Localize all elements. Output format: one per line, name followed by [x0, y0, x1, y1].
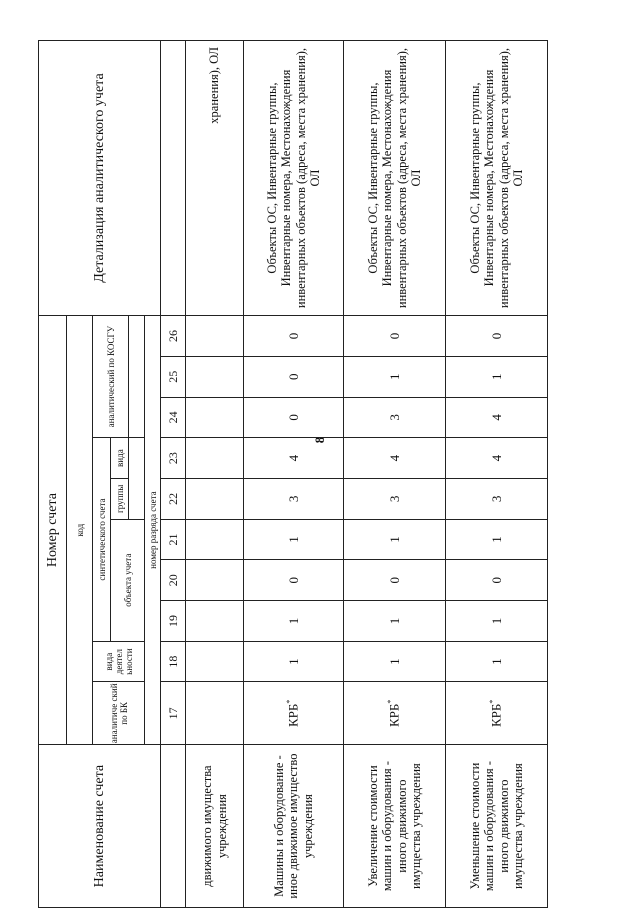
analytic-detail: Объекты ОС, Инвентарные группы, Инвентарные номера, Местонахождения инвентарных объектов (адреса, места хранения), ОЛ — [446, 41, 548, 316]
analytic-bk-code: КРБ* — [446, 682, 548, 745]
analytic-detail: Объекты ОС, Инвентарные группы, Инвентарные номера, Местонахождения инвентарных объектов (адреса, места хранения), ОЛ — [244, 41, 344, 316]
analytic-detail: хранения), ОЛ — [186, 41, 244, 316]
account-name: движимого имущества учреждения — [186, 745, 244, 908]
digit-cell: 26 — [161, 316, 186, 357]
object-digit: 0 — [446, 560, 548, 601]
header-analytic-kosgu: аналитический по КОСГУ — [93, 316, 129, 438]
kosgu-digit: 0 — [446, 316, 548, 357]
header-accounting-object: объекта учета — [111, 519, 145, 641]
digit-cell: 25 — [161, 356, 186, 397]
header-digit-number: номер разряда счета — [145, 316, 161, 745]
page-number: 8 — [312, 436, 327, 444]
header-analytic-bk: аналитиче ский по БК — [93, 682, 145, 745]
object-digit: 1 — [344, 519, 446, 560]
digit-cell: 17 — [161, 682, 186, 745]
object-digit: 0 — [244, 560, 344, 601]
kosgu-digit: 0 — [244, 316, 344, 357]
analytic-detail: Объекты ОС, Инвентарные группы, Инвентарные номера, Местонахождения инвентарных объектов (адреса, места хранения), ОЛ — [344, 41, 446, 316]
object-digit: 1 — [244, 601, 344, 642]
object-digit: 1 — [446, 601, 548, 642]
header-analytic-detail: Детализация аналитического учета — [39, 41, 161, 316]
kosgu-digit: 0 — [344, 316, 446, 357]
account-name: Уменьшение стоимости машин и оборудования - иного движимого имущества учреждения — [446, 745, 548, 908]
group-digit: 3 — [344, 478, 446, 519]
digit-cell: 18 — [161, 641, 186, 682]
digit-cell: 19 — [161, 601, 186, 642]
group-digit: 3 — [446, 478, 548, 519]
object-digit: 1 — [244, 519, 344, 560]
digit-cell: 22 — [161, 478, 186, 519]
activity-code: 1 — [344, 641, 446, 682]
header-activity-kind: вида деятел ьности — [93, 641, 145, 682]
digit-cell: 20 — [161, 560, 186, 601]
object-digit: 1 — [446, 519, 548, 560]
object-digit: 1 — [344, 601, 446, 642]
kosgu-digit: 1 — [446, 356, 548, 397]
kosgu-digit: 0 — [244, 356, 344, 397]
table-row-continuation — [186, 41, 244, 908]
kosgu-digit: 4 — [446, 397, 548, 438]
header-group: группы — [111, 478, 129, 519]
kosgu-digit: 1 — [344, 356, 446, 397]
account-name: Машины и оборудование - иное движимое имущество учреждения — [244, 745, 344, 908]
kind-digit: 4 — [446, 438, 548, 479]
kind-digit: 4 — [244, 438, 344, 479]
activity-code: 1 — [244, 641, 344, 682]
analytic-bk-code: КРБ* — [344, 682, 446, 745]
header-account-name: Наименование счета — [39, 745, 161, 908]
table-row — [244, 41, 344, 908]
analytic-bk-code: КРБ* — [244, 682, 344, 745]
header-kind: вида — [111, 438, 129, 479]
digit-cell: 24 — [161, 397, 186, 438]
kind-digit: 4 — [344, 438, 446, 479]
header-code: код — [67, 316, 93, 745]
header-synthetic-account: синтетического счета — [93, 438, 111, 642]
accounts-table-sheet — [38, 40, 542, 908]
object-digit: 0 — [344, 560, 446, 601]
header-account-number: Номер счета — [39, 316, 67, 745]
table-row — [344, 41, 446, 908]
digit-cell: 21 — [161, 519, 186, 560]
kosgu-digit: 3 — [344, 397, 446, 438]
digit-cell: 23 — [161, 438, 186, 479]
accounts-table — [38, 40, 548, 908]
table-row — [446, 41, 548, 908]
account-name: Увеличение стоимости машин и оборудования - иного движимого имущества учреждения — [344, 745, 446, 908]
kosgu-digit: 0 — [244, 397, 344, 438]
activity-code: 1 — [446, 641, 548, 682]
group-digit: 3 — [244, 478, 344, 519]
